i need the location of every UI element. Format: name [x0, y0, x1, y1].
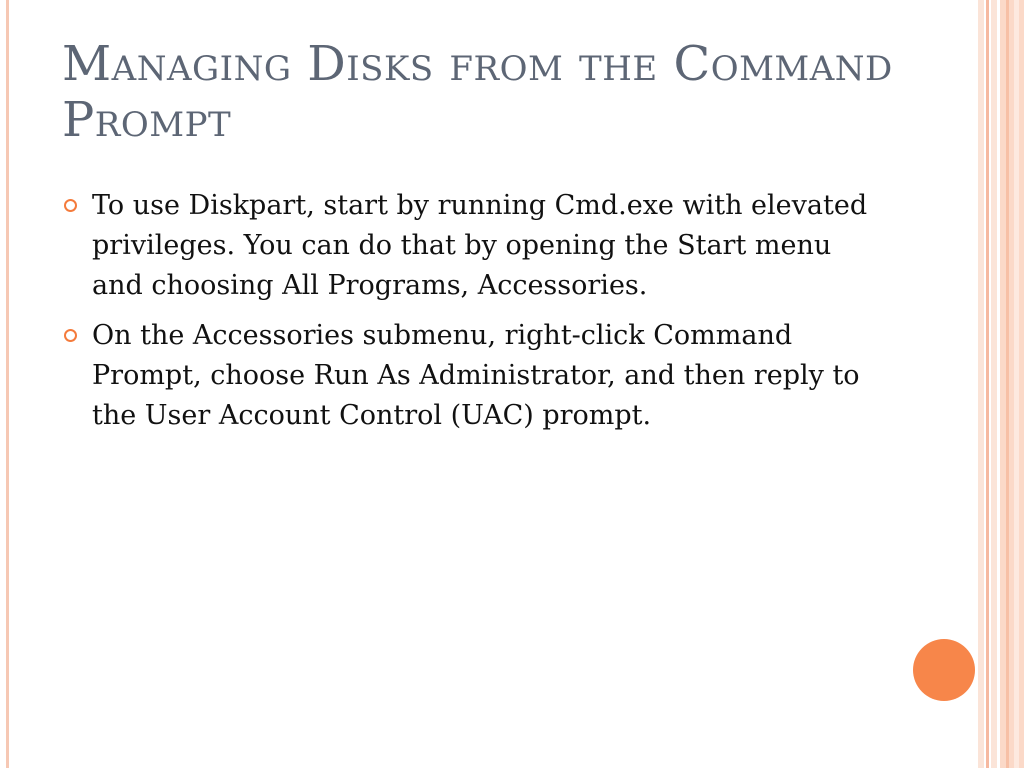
right-stripe	[986, 0, 989, 768]
left-border-line	[6, 0, 9, 768]
bullet-item	[62, 186, 882, 306]
ring-bullet-icon	[64, 329, 77, 342]
bullet-text: On the Accessories submenu, right-click Command Prompt, choose Run As Administrator, and then reply to the User Account Control (UAC) prompt.	[92, 320, 860, 431]
bullet-item	[62, 316, 882, 436]
bullet-list	[62, 186, 882, 446]
right-stripe	[978, 0, 984, 768]
right-stripe	[1006, 0, 1009, 768]
right-stripe	[1014, 0, 1019, 768]
right-stripe	[991, 0, 997, 768]
slide-title: Managing Disks from the Command Prompt	[62, 36, 893, 148]
ring-bullet-icon	[64, 199, 77, 212]
bullet-text: To use Diskpart, start by running Cmd.exe with elevated privileges. You can do that by opening the Start menu and choosing All Programs, Accessories.	[92, 190, 868, 301]
right-stripe	[1000, 0, 1024, 768]
orange-circle-decoration	[913, 639, 975, 701]
